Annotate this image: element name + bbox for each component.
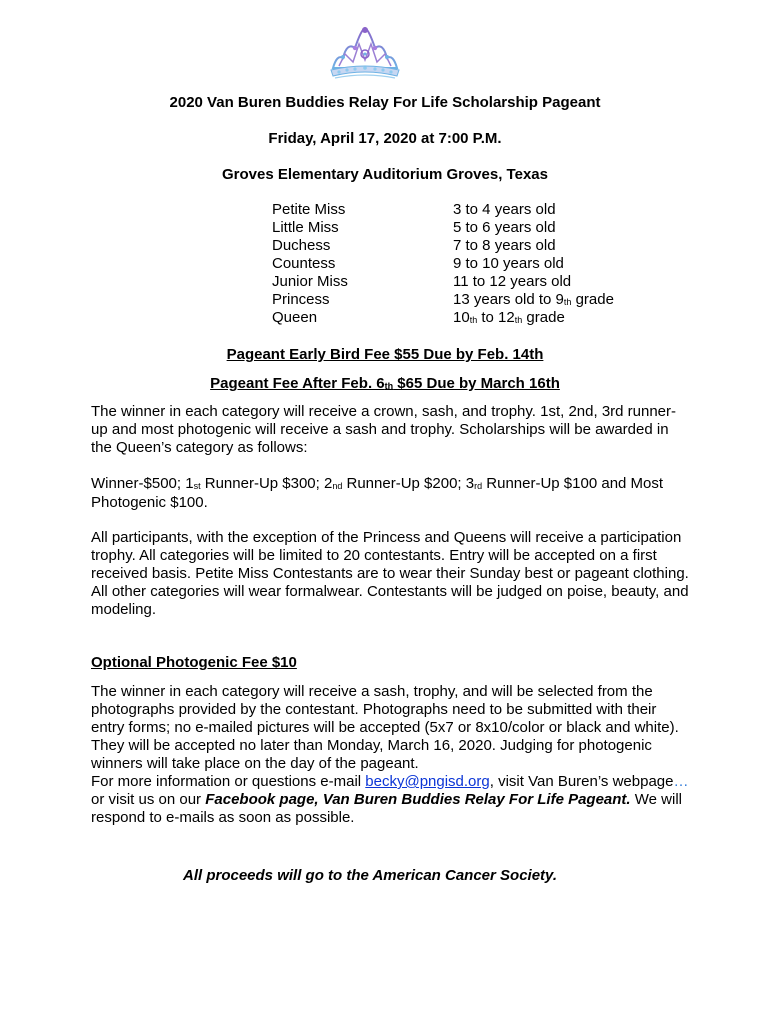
- division-name: Queen: [272, 309, 318, 326]
- closing-statement: All proceeds will go to the American Cancer Society.: [183, 867, 557, 884]
- email-link[interactable]: becky@pngisd.org: [365, 773, 490, 790]
- photogenic-heading: Optional Photogenic Fee $10: [91, 654, 297, 671]
- early-bird-fee: Pageant Early Bird Fee $55 Due by Feb. 14th: [226, 346, 544, 363]
- photogenic-paragraph: The winner in each category will receive a sash, trophy, and will be selected from the photographs provided by the contestant. Photographs need to be submitted with their entry forms; no e-mailed pictures will be accepted (5x7 or 8x10/color or black and white). They will be accepted no later than Monday, March 16, 2020. Judging for photogenic winners will take place on the day of the pageant. For more information or questions e-mail becky@pngisd.org, visit Van Buren’s webpage…or visit us on our Facebook page, Van Buren Buddies Relay For Life Pageant. We will respond to e-mails as soon as possible.: [91, 683, 689, 826]
- division-name: Junior Miss: [272, 273, 348, 290]
- division-age: 7 to 8 years old: [453, 237, 556, 254]
- facebook-page-mention: Facebook page, Van Buren Buddies Relay For Life Pageant.: [205, 791, 631, 808]
- tiara-crown-logo: [327, 24, 403, 84]
- division-age: 9 to 10 years old: [453, 255, 564, 272]
- pageant-date: Friday, April 17, 2020 at 7:00 P.M.: [268, 130, 502, 147]
- division-age: $10_{th}$ to $12_{th}$ grade: [453, 309, 565, 326]
- participation-paragraph: All participants, with the exception of the Princess and Queens will receive a participation trophy. All categories will be limited to 20 contestants. Entry will be accepted on a first received basis. Petite Miss Contestants are to wear their Sunday best or pageant clothing. All other categories will wear formalwear. Contestants will be judged on poise, beauty, and modeling.: [91, 529, 689, 618]
- division-age: 5 to 6 years old: [453, 219, 556, 236]
- division-name: Little Miss: [272, 219, 339, 236]
- division-name: Duchess: [272, 237, 331, 254]
- division-age: 3 to 4 years old: [453, 201, 556, 218]
- division-age: 11 to 12 years old: [453, 273, 572, 290]
- division-age: 13 years old to $9_{th}$ grade: [453, 291, 614, 308]
- pageant-venue: Groves Elementary Auditorium Groves, Texas: [222, 166, 548, 183]
- division-name: Petite Miss: [272, 201, 346, 218]
- pageant-title: 2020 Van Buren Buddies Relay For Life Scholarship Pageant: [169, 94, 601, 111]
- awards-paragraph: The winner in each category will receive a crown, sash, and trophy. 1st, 2nd, 3rd runner-up and most photogenic will receive a sash and trophy. Scholarships will be awarded in the Queen’s category as follows:: [91, 403, 677, 456]
- division-name: Countess: [272, 255, 336, 272]
- scholarship-amounts: Winner-$500; $1_{st}$ Runner-Up $300; $2_{nd}$ Runner-Up $200; $3_{rd}$ Runner-Up $100 and Most Photogenic $100.: [91, 475, 664, 511]
- division-name: Princess: [272, 291, 330, 308]
- late-fee: Pageant Fee After Feb. $6_{th}$ $65 Due by March 16th: [210, 375, 560, 392]
